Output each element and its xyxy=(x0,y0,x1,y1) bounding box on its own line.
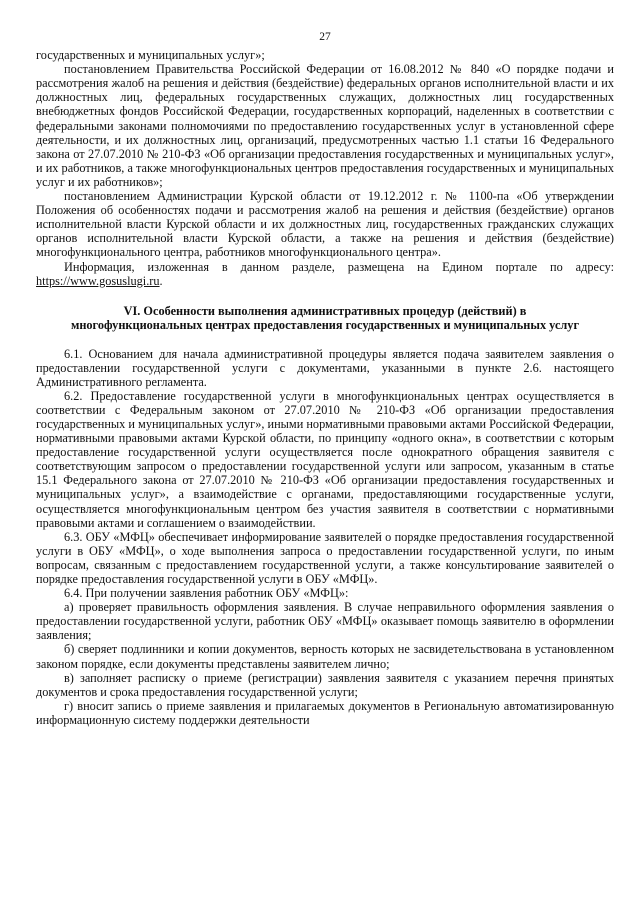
page-number: 27 xyxy=(319,31,331,43)
paragraph-6-2: 6.2. Предоставление государственной услуги в многофункциональных центрах осуществляется в соответствии с Федеральным законом от 27.07.2010 № 210-ФЗ «Об организации предоставления государственных и муниципальных услуг», иными нормативными правовыми актами Российской Федерации, нормативными правовыми актами Курской области, по принципу «одного окна», в соответствии с которым предоставление государственной услуги осуществляется после однократного обращения заявителя с соответствующим запросом о предоставлении государственной услуги или запросом, указанным в статье 15.1 Федерального закона от 27.07.2010 № 210-ФЗ «Об организации предоставления государственных и муниципальных услуг», а взаимодействие с органами, предоставляющими государственные услуги, осуществляется многофункциональным центром без участия заявителя в соответствии с нормативными правовыми актами и соглашением о взаимодействии. xyxy=(36,388,614,530)
section-title-line-1: VI. Особенности выполнения административных процедур (действий) в xyxy=(123,303,527,318)
portal-link-suffix: . xyxy=(159,273,163,288)
paragraph-decree-1100: постановлением Администрации Курской области от 19.12.2012 г. № 1100-па «Об утверждении Положения об особенностях подачи и рассмотрения жалоб на решения и действия (бездействие) органов исполнительной власти Курской области и их должностных лиц, государственных гражданских служащих органов исполнительной власти Курской области, а также на решения и действия (бездействие) многофункционального центра, работников многофункционального центра». xyxy=(36,189,614,260)
paragraph-6-4-a: а) проверяет правильность оформления заявления. В случае неправильного оформления заявления о предоставлении государственной услуги, работник ОБУ «МФЦ» оказывает помощь заявителю в оформлении заявления; xyxy=(36,600,614,643)
paragraph-6-4-c: в) заполняет расписку о приеме (регистрации) заявления заявителя с указанием перечня принятых документов и срока предоставления государственной услуги; xyxy=(36,670,614,699)
section-title xyxy=(36,304,614,333)
portal-info-text: Информация, изложенная в данном разделе, размещена на Едином портале по адресу: xyxy=(64,259,614,274)
paragraph-continuation: государственных и муниципальных услуг»; xyxy=(36,48,265,63)
paragraph-6-3: 6.3. ОБУ «МФЦ» обеспечивает информирование заявителей о порядке предоставления государственной услуги в ОБУ «МФЦ», о ходе выполнения запроса о предоставлении государственной услуги, по иным вопросам, связанным с предоставлением государственной услуги, а также консультирование заявителей о порядке предоставления государственной услуги в ОБУ «МФЦ». xyxy=(36,529,614,586)
paragraph-6-4: 6.4. При получении заявления работник ОБУ «МФЦ»: xyxy=(64,586,349,601)
section-title-line-2: многофункциональных центрах предоставления государственных и муниципальных услуг xyxy=(70,318,580,333)
paragraph-6-4-b: б) сверяет подлинники и копии документов, верность которых не засвидетельствована в установленном законом порядке, если документы представлены заявителем лично; xyxy=(36,642,614,671)
paragraph-decree-840: постановлением Правительства Российской Федерации от 16.08.2012 № 840 «О порядке подачи и рассмотрения жалоб на решения и действия (бездействие) федеральных органов исполнительной власти и их должностных лиц, федеральных государственных служащих, должностных лиц государственных внебюджетных фондов Российской Федерации, государственных корпораций, наделенных в соответствии с федеральными законами полномочиями по предоставлению государственных услуг в установленной сфере деятельности, и их должностных лиц, организаций, предусмотренных частью 1.1 статьи 16 Федерального закона от 27.07.2010 № 210-ФЗ «Об организации предоставления государственных и муниципальных услуг», и их работников, а также многофункциональных центров предоставления государственных и муниципальных услуг и их работников»; xyxy=(36,62,614,189)
paragraph-6-4-d: г) вносит запись о приеме заявления и прилагаемых документов в Региональную автоматизированную информационную систему поддержки деятельности xyxy=(36,698,614,727)
paragraph-portal-info xyxy=(36,260,614,288)
paragraph-6-1: 6.1. Основанием для начала административной процедуры является подача заявителем заявления о предоставлении государственной услуги с документами, указанными в пункте 2.6. настоящего Административного регламента. xyxy=(36,346,614,389)
portal-link[interactable]: https://www.gosuslugi.ru xyxy=(36,273,160,288)
